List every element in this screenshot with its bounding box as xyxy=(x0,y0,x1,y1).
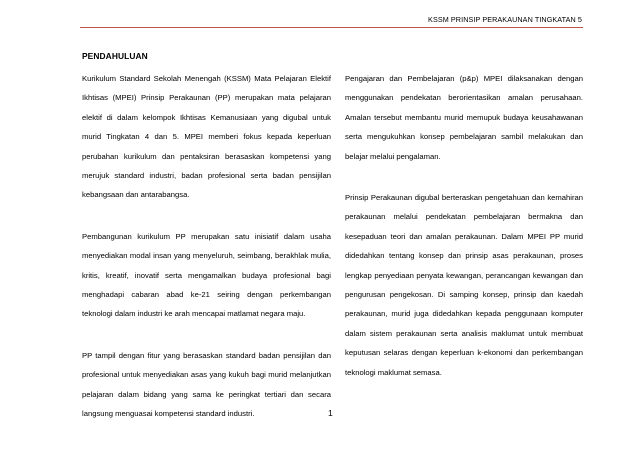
section-title: PENDAHULUAN xyxy=(82,51,148,61)
paragraph: Pengajaran dan Pembelajaran (p&p) MPEI dilaksanakan dengan menggunakan pendekatan berorientasikan amalan perusahaan. Amalan tersebut membantu murid memupuk budaya keusahawanan serta mengukuhkan konsep pembelajaran sambil melakukan dan belajar melalui pengalaman. xyxy=(345,74,583,161)
header-divider xyxy=(80,27,583,28)
paragraph: Pembangunan kurikulum PP merupakan satu inisiatif dalam usaha menyediakan modal insan yang menyeluruh, seimbang, berakhlak mulia, kritis, kreatif, inovatif serta mengamalkan budaya profesional bagi menghadapi cabaran abad ke-21 seiring dengan perkembangan teknologi dalam industri ke arah mencapai matlamat negara maju. xyxy=(82,231,331,319)
paragraph: Kurikulum Standard Sekolah Menengah (KSSM) Mata Pelajaran Elektif Ikhtisas (MPEI) Prinsip Perakaunan (PP) merupakan mata pelajaran elektif di dalam kelompok Ikhtisas Kemanusiaan yang digubal untuk murid Tingkatan 4 dan 5. MPEI memberi fokus kepada keperluan perubahan kurikulum dan pentaksiran berasaskan kompetensi yang merujuk standard industri, badan profesional serta badan pensijilan kebangsaan dan antarabangsa. xyxy=(82,74,331,200)
page-number: 1 xyxy=(328,408,333,418)
page-header xyxy=(0,0,638,30)
left-column xyxy=(82,69,331,446)
running-header-title: KSSM PRINSIP PERAKAUNAN TINGKATAN 5 xyxy=(428,15,582,24)
right-column xyxy=(345,69,583,404)
paragraph: PP tampil dengan fitur yang berasaskan standard badan pensijilan dan profesional untuk menyediakan asas yang kukuh bagi murid melanjutkan pelajaran dalam bidang yang sama ke peringkat tertiari dan secara langsung menguasai kompetensi standard industri. xyxy=(82,350,331,419)
paragraph: Prinsip Perakaunan digubal berteraskan pengetahuan dan kemahiran perakaunan melalui pendekatan pembelajaran bermakna dan kesepaduan teori dan amalan perakaunan. Dalam MPEI PP murid didedahkan tentang konsep dan prinsip asas perakaunan, proses lengkap penyediaan penyata kewangan, perancangan kewangan dan pengurusan pengekosan. Di samping konsep, prinsip dan kaedah perakaunan, murid juga didedahkan kepada penggunaan komputer dalam sistem perakaunan serta analisis maklumat untuk membuat keputusan selaras dengan keperluan k-ekonomi dan perkembangan teknologi maklumat semasa. xyxy=(345,193,583,377)
